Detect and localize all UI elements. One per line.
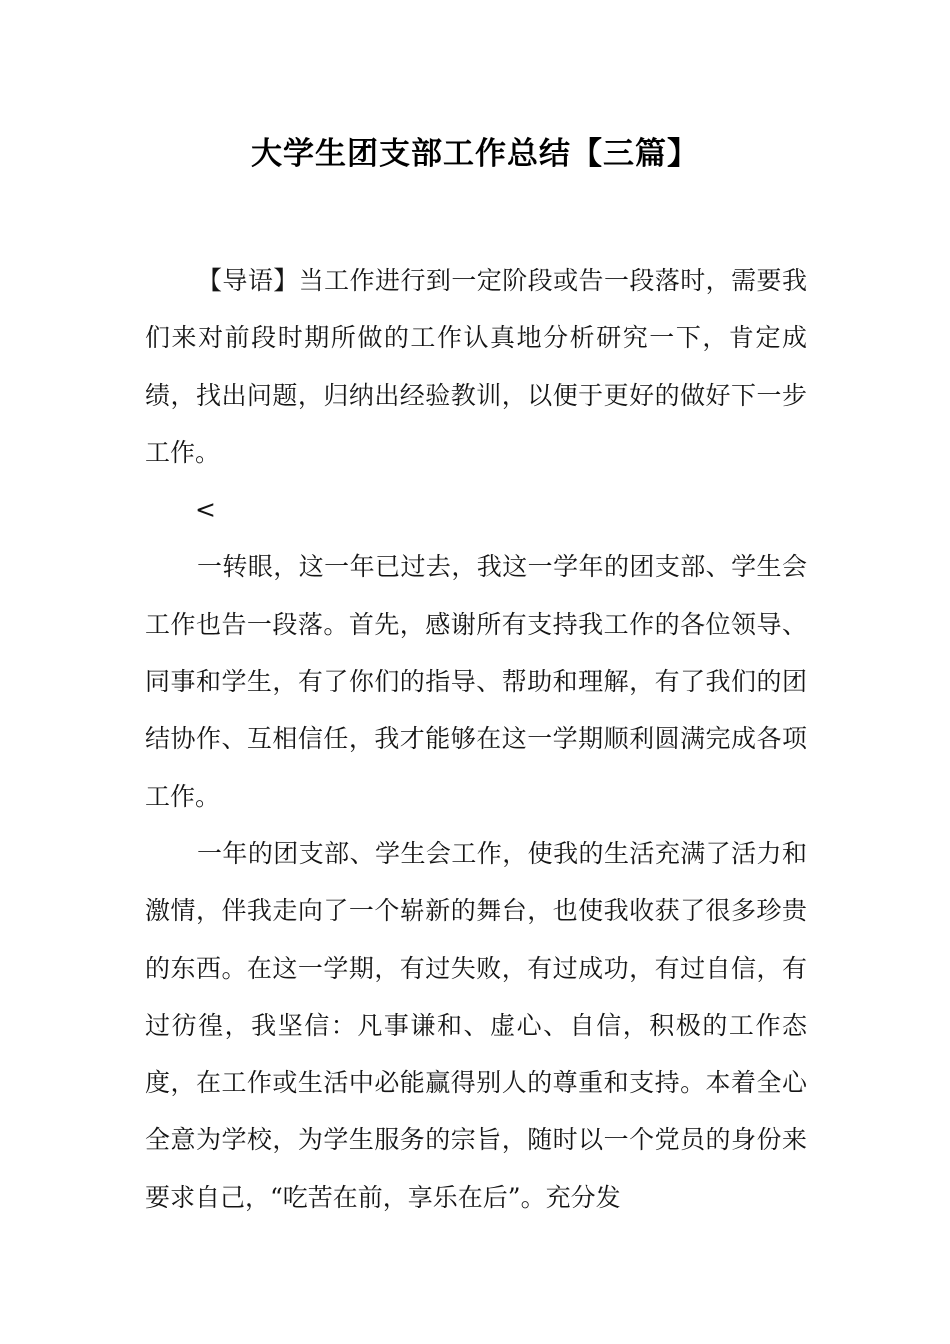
intro-paragraph: 【导语】当工作进行到一定阶段或告一段落时，需要我们来对前段时期所做的工作认真地分析研究一下，肯定成绩，找出问题，归纳出经验教训，以便于更好的做好下一步工作。: [145, 266, 807, 467]
document-body: [145, 252, 807, 1226]
document-title: 大学生团支部工作总结【三篇】: [251, 136, 699, 172]
section-marker: <: [195, 495, 216, 525]
body-paragraph-1: 一转眼，这一年已过去，我这一学年的团支部、学生会工作也告一段落。首先，感谢所有支持我工作的各位领导、同事和学生，有了你们的指导、帮助和理解，有了我们的团结协作、互相信任，我才能够在这一学期顺利圆满完成各项工作。: [145, 552, 807, 811]
body-paragraph-2: 一年的团支部、学生会工作，使我的生活充满了活力和激情，伴我走向了一个崭新的舞台，也使我收获了很多珍贵的东西。在这一学期，有过失败，有过成功，有过自信，有过彷徨，我坚信：凡事谦和、虚心、自信，积极的工作态度，在工作或生活中必能赢得别人的尊重和支持。本着全心全意为学校，为学生服务的宗旨，随时以一个党员的身份来要求自己，“吃苦在前，享乐在后”。充分发: [145, 838, 807, 1212]
